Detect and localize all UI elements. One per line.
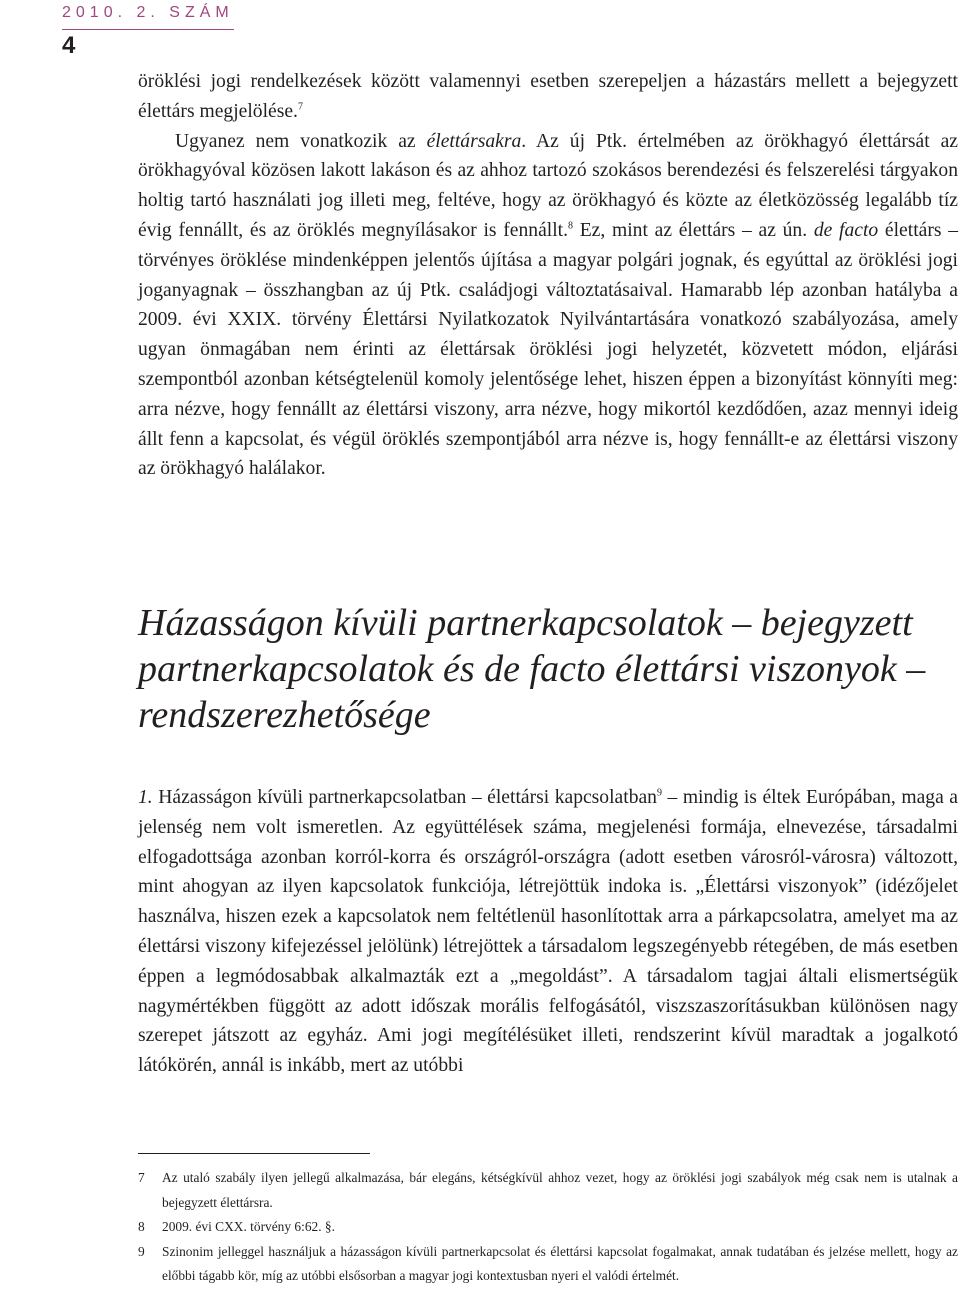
- footnote-ref-9: 9: [656, 787, 662, 799]
- paragraph-text: – mindig is éltek Európában, maga a jelenség nem volt ismeretlen. Az együttélések száma, megjelenési formája, elnevezése, társadalmi elfogadottsága azonban korról-korra és országról-országra (adott esetben városról-városra) változott, mint ahogyan az ilyen kapcsolatok funkciója, létrejöttük indoka is. „Élettársi viszonyok” (idézőjelet használva, hiszen ezek a kapcsolatok nem feltétlenül hasonlítottak arra a párkapcsolatra, amelyet ma az élettársi viszony kifejezéssel jelölünk) létrejöttek a társadalom legszegényebb rétegében, de más esetben éppen a legmódosabbak alkalmazták ezt a „megoldást”. A társadalom tagjai általi elismertségük nagymértékben függött az adott időszak morális felfogásától, viszszaszorításukban különösen nagy szerepet játszott az egyház. Ami jogi megítélésüket illeti, rendszerint kívül maradtak a jogalkotó látókörén, annál is inkább, mert az utóbbi: [138, 787, 958, 1077]
- footnote-number: 8: [138, 1219, 145, 1234]
- paragraph-text: Ez, mint az élettárs – az ún.: [573, 219, 814, 241]
- footnote-ref-8: 8: [568, 220, 573, 232]
- footnote-text: 2009. évi CXX. törvény 6:62. §.: [162, 1219, 335, 1234]
- footnote-ref-7: 7: [297, 101, 303, 113]
- section-heading: Házasságon kívüli partnerkapcsolatok – bejegyzett partnerkapcsolatok és de facto élettársi viszonyok – rendszerezhetősége: [138, 602, 926, 736]
- footnote-text: Az utaló szabály ilyen jellegű alkalmazása, bár elegáns, kétségkívül ahhoz vezet, hogy az öröklési jogi szabályok még csak nem is utalnak a bejegyzett élettársra.: [162, 1170, 958, 1210]
- paragraph-text: . Az új Ptk. értelmében az örökhagyó élettársát az örökhagyóval közösen lakott lakáson és az ahhoz tartozó szokásos berendezési és felszerelési tárgyakon holtig tartó használati jog illeti meg, feltéve, hogy az örökhagyó és közte az életközösség legalább tíz évig fennállt, és az öröklés megnyílásakor is fennállt.: [138, 130, 958, 241]
- emphasis-text: élettársakra: [426, 130, 522, 152]
- body-text-continued: [138, 67, 958, 484]
- paragraph: [138, 783, 958, 1081]
- paragraph: [138, 127, 958, 485]
- paragraph-text: Ugyanez nem vonatkozik az: [175, 130, 427, 152]
- footnote-text: Szinonim jelleggel használjuk a házasságon kívüli partnerkapcsolat és élettársi kapcsolat fogalmakat, annak tudatában és jelzése mellett, hogy az előbbi tágabb kör, míg az utóbbi elsősorban a magyar jogi kontextusban nyeri el valódi értelmét.: [162, 1243, 958, 1283]
- page-number: 4: [62, 32, 76, 59]
- paragraph-number: 1.: [138, 787, 153, 808]
- footnote-9: [138, 1240, 958, 1289]
- paragraph-continued: [138, 67, 958, 127]
- footnotes: [138, 1166, 958, 1289]
- footnote-number: 7: [138, 1170, 145, 1185]
- paragraph-text: élettárs – törvényes öröklése mindenképpen jelentős újítása a magyar polgári jognak, és egyúttal az öröklési jogi joganyagnak – összhangban az új Ptk. családjogi változtatásaival. Hamarabb lép azonban hatályba a 2009. évi XXIX. törvény Élettársi Nyilatkozatok Nyilvántartására vonatkozó szabályozása, amely ugyan önmagában nem érinti az élettársak öröklési jogi helyzetét, közvetett módon, eljárási szempontból azonban kétségtelenül komoly jelentősége lehet, hiszen éppen a bizonyítást könnyíti meg: arra nézve, hogy fennállt az élettársi viszony, arra nézve, hogy mikortól kezdődően, azaz mennyi ideig állt fenn a kapcsolat, és végül öröklés szempontjából arra nézve is, hogy fennállt-e az élettársi viszony az örökhagyó halálakor.: [138, 219, 958, 480]
- footnote-separator: [138, 1153, 370, 1154]
- footnote-8: [138, 1215, 958, 1240]
- paragraph-text: öröklési jogi rendelkezések között valamennyi esetben szerepeljen a házastárs mellett a bejegyzett élettárs megjelölése.: [138, 71, 958, 122]
- running-head-rule: [62, 29, 234, 30]
- footnote-7: [138, 1166, 958, 1215]
- footnote-number: 9: [138, 1243, 145, 1259]
- body-text-section: [138, 783, 958, 1081]
- paragraph-text: Házasságon kívüli partnerkapcsolatban – élettársi kapcsolatban: [152, 787, 657, 808]
- emphasis-text: de facto: [813, 219, 879, 241]
- running-head: 2010. 2. SZÁM: [62, 4, 234, 21]
